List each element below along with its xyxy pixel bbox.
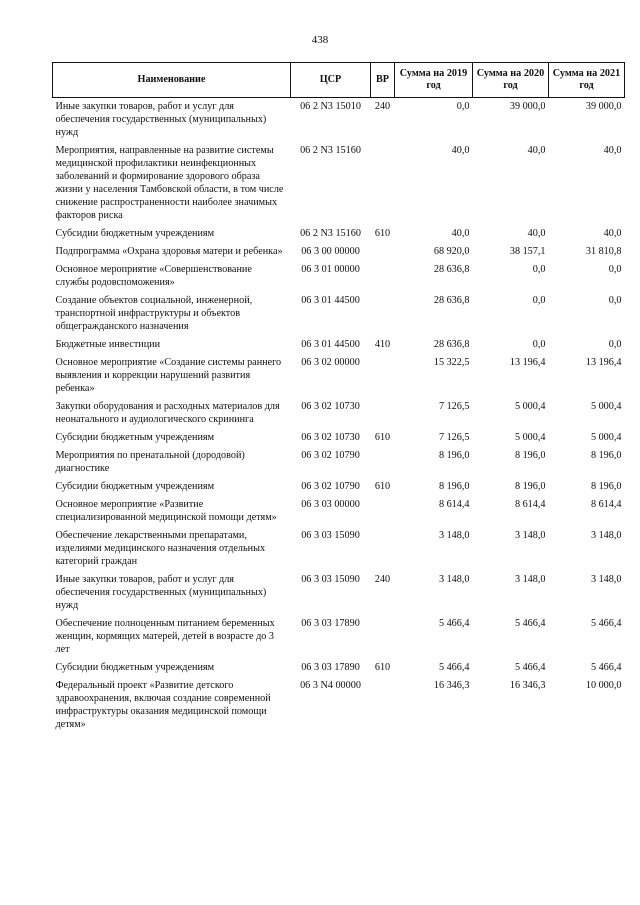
table-row [53,243,625,261]
cell-name: Иные закупки товаров, работ и услуг для обеспечения государственных (муниципальных) нужд [55,101,267,138]
cell-2020: 5 466,4 [514,618,546,629]
cell-2021: 3 148,0 [590,530,622,541]
cell-vr [371,447,395,478]
table-row [53,225,625,243]
cell-2020: 5 000,4 [514,432,546,443]
cell-name: Закупки оборудования и расходных материалов для неонатального и аудиологического скрининга [55,401,280,425]
cell-2020: 5 466,4 [514,662,546,673]
cell-vr [371,527,395,571]
table-row [53,677,625,734]
table-row [53,429,625,447]
cell-vr [371,615,395,659]
cell-vr [371,261,395,292]
header-vr: ВР [371,63,395,98]
cell-2019: 28 636,8 [433,295,470,306]
table-row [53,447,625,478]
cell-csr: 06 3 01 44500 [301,295,360,306]
cell-csr: 06 3 03 17890 [301,662,360,673]
cell-csr: 06 3 03 15090 [301,574,360,585]
cell-csr: 06 3 03 15090 [301,530,360,541]
cell-name: Обеспечение лекарственными препаратами, изделиями медицинского назначения отдельных категорий граждан [55,530,266,567]
cell-csr: 06 3 03 00000 [301,499,360,510]
cell-vr: 610 [374,662,391,673]
table-row [53,98,625,143]
cell-2021: 31 810,8 [585,246,622,257]
header-csr: ЦСР [291,63,371,98]
cell-csr: 06 2 N3 15160 [300,145,361,156]
cell-2020: 8 614,4 [514,499,546,510]
cell-vr [371,292,395,336]
cell-vr: 610 [374,481,391,492]
table-row [53,571,625,615]
cell-2020: 39 000,0 [509,101,546,112]
cell-2021: 0,0 [608,295,622,306]
cell-2019: 5 466,4 [438,618,470,629]
cell-2019: 7 126,5 [438,432,470,443]
cell-2019: 3 148,0 [438,530,470,541]
cell-2021: 8 614,4 [590,499,622,510]
cell-vr: 240 [374,574,391,585]
cell-2021: 5 466,4 [590,662,622,673]
cell-2019: 8 196,0 [438,481,470,492]
cell-name: Основное мероприятие «Совершенствование службы родовспоможения» [55,264,252,288]
cell-vr: 410 [374,339,391,350]
cell-name: Обеспечение полноценным питанием беременных женщин, кормящих матерей, детей в возрасте до 3 лет [55,618,275,655]
cell-2019: 15 322,5 [433,357,470,368]
cell-2019: 8 196,0 [438,450,470,461]
table-row [53,496,625,527]
cell-2020: 40,0 [527,228,546,239]
table-row [53,354,625,398]
cell-2021: 0,0 [608,339,622,350]
cell-csr: 06 3 00 00000 [301,246,360,257]
cell-csr: 06 3 01 44500 [301,339,360,350]
cell-2020: 16 346,3 [509,680,546,691]
cell-2019: 28 636,8 [433,339,470,350]
cell-vr [371,496,395,527]
cell-2019: 5 466,4 [438,662,470,673]
cell-2020: 0,0 [532,339,546,350]
cell-csr: 06 3 N4 00000 [300,680,361,691]
cell-2020: 13 196,4 [509,357,546,368]
cell-csr: 06 3 03 17890 [301,618,360,629]
cell-2021: 5 000,4 [590,401,622,412]
cell-name: Иные закупки товаров, работ и услуг для обеспечения государственных (муниципальных) нужд [55,574,267,611]
table-row [53,527,625,571]
cell-2019: 68 920,0 [433,246,470,257]
cell-vr: 610 [374,432,391,443]
cell-2021: 13 196,4 [585,357,622,368]
cell-name: Субсидии бюджетным учреждениям [55,662,215,673]
cell-vr [371,354,395,398]
header-name: Наименование [53,63,291,98]
cell-name: Основное мероприятие «Создание системы раннего выявления и коррекции нарушений развития ребенка» [55,357,282,394]
cell-2021: 39 000,0 [585,101,622,112]
cell-csr: 06 3 02 10790 [301,450,360,461]
cell-2020: 40,0 [527,145,546,156]
table-row [53,615,625,659]
table-row [53,261,625,292]
cell-2021: 3 148,0 [590,574,622,585]
cell-vr [371,243,395,261]
cell-2021: 0,0 [608,264,622,275]
table-row [53,336,625,354]
cell-2020: 0,0 [532,295,546,306]
cell-name: Федеральный проект «Развитие детского здравоохранения, включая создание современной инфраструктуры оказания медицинской помощи детям» [55,680,271,730]
cell-2021: 10 000,0 [585,680,622,691]
cell-csr: 06 2 N3 15160 [300,228,361,239]
cell-name: Субсидии бюджетным учреждениям [55,228,215,239]
cell-vr [371,677,395,734]
cell-2020: 5 000,4 [514,401,546,412]
cell-2021: 5 466,4 [590,618,622,629]
page-number: 438 [311,34,329,46]
cell-csr: 06 2 N3 15010 [300,101,361,112]
cell-2021: 40,0 [603,145,622,156]
cell-2021: 8 196,0 [590,481,622,492]
cell-name: Субсидии бюджетным учреждениям [55,481,215,492]
cell-2019: 40,0 [451,145,470,156]
cell-vr [371,398,395,429]
cell-name: Мероприятия, направленные на развитие системы медицинской профилактики неинфекционных заболеваний и формирование здорового образа жизни у населения Тамбовской области, в том числе снижение распространенности наиболее значимых факторов риска [55,145,284,221]
cell-csr: 06 3 02 10790 [301,481,360,492]
cell-csr: 06 3 02 00000 [301,357,360,368]
cell-2019: 8 614,4 [438,499,470,510]
cell-2021: 5 000,4 [590,432,622,443]
cell-csr: 06 3 02 10730 [301,401,360,412]
cell-2019: 40,0 [451,228,470,239]
cell-csr: 06 3 01 00000 [301,264,360,275]
cell-vr: 610 [374,228,391,239]
cell-2019: 7 126,5 [438,401,470,412]
cell-2021: 8 196,0 [590,450,622,461]
header-2020: Сумма на 2020 год [473,63,549,98]
table-header-row [53,63,625,98]
cell-2020: 8 196,0 [514,481,546,492]
cell-vr [371,142,395,225]
cell-vr: 240 [374,101,391,112]
header-2019: Сумма на 2019 год [395,63,473,98]
cell-2020: 38 157,1 [509,246,546,257]
cell-name: Подпрограмма «Охрана здоровья матери и ребенка» [55,246,283,257]
cell-2019: 28 636,8 [433,264,470,275]
budget-table [52,62,625,734]
table-row [53,478,625,496]
cell-2019: 0,0 [456,101,470,112]
cell-2020: 3 148,0 [514,530,546,541]
cell-csr: 06 3 02 10730 [301,432,360,443]
cell-name: Субсидии бюджетным учреждениям [55,432,215,443]
cell-name: Создание объектов социальной, инженерной, транспортной инфраструктуры и объектов общегражданского назначения [55,295,253,332]
table-row [53,142,625,225]
cell-2019: 16 346,3 [433,680,470,691]
cell-2020: 0,0 [532,264,546,275]
table-row [53,398,625,429]
header-2021: Сумма на 2021 год [549,63,625,98]
cell-name: Бюджетные инвестиции [55,339,161,350]
cell-2019: 3 148,0 [438,574,470,585]
table-row [53,659,625,677]
cell-2020: 8 196,0 [514,450,546,461]
cell-name: Мероприятия по пренатальной (дородовой) диагностике [55,450,245,474]
table-row [53,292,625,336]
cell-2021: 40,0 [603,228,622,239]
cell-2020: 3 148,0 [514,574,546,585]
cell-name: Основное мероприятие «Развитие специализированной медицинской помощи детям» [55,499,277,523]
